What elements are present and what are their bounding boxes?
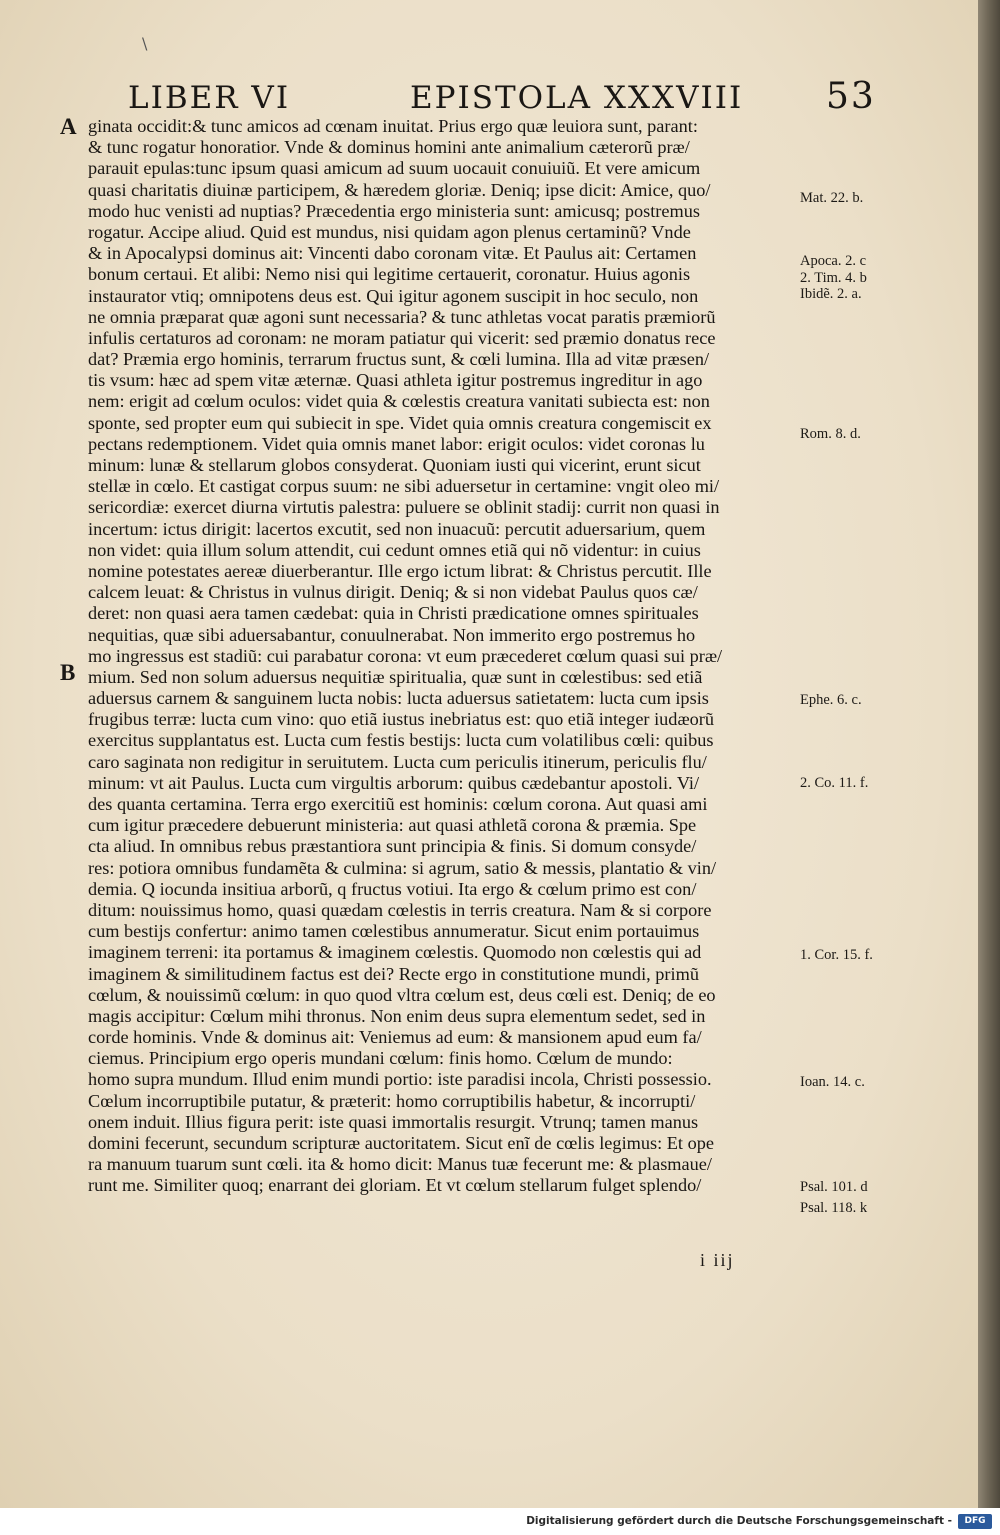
- marginal-note: Ioan. 14. c.: [800, 1074, 865, 1090]
- funding-credit: Digitalisierung gefördert durch die Deutsche Forschungsgemeinschaft -: [526, 1515, 952, 1527]
- text-line: cum bestijs confertur: animo tamen cœlestibus annumeratur. Sicut enim portauimus: [88, 921, 700, 942]
- text-line: ditum: nouissimus homo, quasi quædam cœlestis in terris creatura. Nam & si corpore: [88, 899, 712, 920]
- signature-mark: i iij: [700, 1250, 735, 1270]
- marginal-note: Mat. 22. b.: [800, 190, 864, 206]
- pencil-mark: \: [142, 34, 148, 53]
- text-line: ra manuum tuarum sunt cœli. ita & homo dicit: Manus tuæ fecerunt me: & plasmaue/: [88, 1154, 712, 1175]
- text-line: ciemus. Principium ergo operis mundani cœlum: finis homo. Cœlum de mundo:: [88, 1048, 673, 1069]
- text-line: caro saginata non redigitur in seruitutem. Lucta cum periculis itinerum, periculis flu/: [88, 751, 707, 772]
- text-line: bonum certaui. Et alibi: Nemo nisi qui legitime certauerit, coronatur. Huius agonis: [88, 264, 691, 285]
- text-line: instaurator vtiq; omnipotens deus est. Qui igitur agonem suscipit in hoc seculo, non: [88, 285, 699, 306]
- text-line: tis vsum: hæc ad spem vitæ æternæ. Quasi athleta igitur postremus ingreditur in ago: [88, 370, 703, 391]
- text-line: res: potiora omnibus fundamẽta & culmina: si agrum, satio & messis, plantatio & vin/: [88, 857, 717, 878]
- dfg-logo: DFG: [958, 1514, 992, 1529]
- text-line: aduersus carnem & sanguinem lucta nobis: lucta aduersus satietatem: lucta cum ipsis: [88, 688, 709, 709]
- marginal-note: Psal. 101. d: [800, 1179, 868, 1195]
- book-edge: [978, 0, 1000, 1508]
- marginal-note: Rom. 8. d.: [800, 426, 861, 442]
- text-line: onem induit. Illius figura perit: iste quasi immortalis resurgit. Vtrunq; tamen manus: [88, 1111, 699, 1132]
- text-line: magis accipitur: Cœlum mihi thronus. Non enim deus supra elementum sedet, sed in: [88, 1005, 706, 1026]
- text-line: minum: lunæ & stellarum globos consyderat. Quoniam iusti qui vicerint, erunt sicut: [88, 455, 701, 475]
- text-line: nomine potestates aereæ diuerberantur. Ille ergo ictum librat: & Christus percutit. Ille: [88, 560, 712, 581]
- text-line: rogatur. Accipe aliud. Quid est mundus, nisi quidam agon plenus certaminũ? Vnde: [88, 221, 691, 242]
- text-line: frugibus terræ: lucta cum vino: quo etiã iustus inebriatus est: quo etiã integer iudæorũ: [88, 709, 715, 730]
- marginal-note: 2. Tim. 4. b: [800, 270, 867, 286]
- running-head-book: LIBER VI: [128, 80, 291, 116]
- text-line: nem: erigit ad cœlum oculos: videt quia & cœlestis creatura vanitati subiecta est: non: [88, 391, 710, 412]
- text-line: minum: vt ait Paulus. Lucta cum virgultis arborum: quibus cædebantur apostoli. Vi/: [88, 772, 700, 793]
- marginal-note: Apoca. 2. c: [800, 253, 867, 269]
- text-line: des quanta certamina. Terra ergo exercitiũ est hominis: cœlum corona. Aut quasi ami: [88, 794, 708, 814]
- text-line: quasi charitatis diuinæ participem, & hæredem gloriæ. Deniq; ipse dicit: Amice, quo/: [88, 179, 711, 200]
- marginal-note: Ibidẽ. 2. a.: [800, 286, 862, 302]
- text-line: imaginem & similitudinem factus est dei? Recte ergo in constitutione mundi, primũ: [88, 963, 699, 984]
- text-line: ginata occidit:& tunc amicos ad cœnam inuitat. Prius ergo quæ leuiora sunt, parant:: [88, 116, 698, 136]
- marginal-note: Ephe. 6. c.: [800, 692, 862, 708]
- text-line: pectans redemptionem. Videt quia omnis manet labor: erigit oculos: videt coronas lu: [88, 433, 705, 454]
- text-line: dat? Præmia ergo hominis, terrarum fructus sunt, & cœli lumina. Illa ad vitæ præsen/: [88, 349, 710, 370]
- text-line: ne omnia præparat quæ agoni sunt necessaria? & tunc athletas vocat paratis præmiorũ: [88, 306, 716, 327]
- text-line: stellæ in cœlo. Et castigat corpus suum: ne sibi aduersetur in certamine: vngit oleo mi/: [88, 476, 720, 497]
- text-line: Cœlum incorruptibile putatur, & præterit: homo corruptibilis habetur, & incorrupti/: [88, 1090, 696, 1111]
- text-line: demia. Q iocunda insitiua arborũ, q fructus votiui. Ita ergo & cœlum primo est con/: [88, 878, 697, 899]
- running-head-epistle: EPISTOLA XXXVIII: [410, 80, 744, 116]
- text-line: mium. Sed non solum aduersus nequitiæ spiritualia, quæ sunt in cœlestibus: sed etiã: [88, 666, 703, 687]
- footer-bar: [0, 1508, 1000, 1535]
- section-marker-b: B: [60, 660, 76, 685]
- text-line: nequitias, quæ sibi aduersabantur, conuulnerabat. Non immerito ergo postremus ho: [88, 624, 696, 645]
- text-line: exercitus supplantatus est. Lucta cum festis bestijs: lucta cum volatilibus cœli: quibus: [88, 730, 714, 751]
- text-line: parauit epulas:tunc ipsum quasi amicum ad suum uocauit conuiuiũ. Et vere amicum: [88, 158, 701, 179]
- text-line: imaginem terreni: ita portamus & imaginem cœlestis. Quomodo non cœlestis qui ad: [88, 942, 702, 963]
- text-line: deret: non quasi aera tamen cædebat: quia in Christi prædicatione omnes spirituales: [88, 603, 699, 624]
- text-line: runt me. Similiter quoq; enarrant dei gloriam. Et vt cœlum stellarum fulget splendo/: [88, 1175, 702, 1196]
- text-line: modo huc venisti ad nuptias? Præcedentia ergo ministeria sunt: amicusq; postremus: [88, 200, 700, 221]
- text-line: corde hominis. Vnde & dominus ait: Veniemus ad eum: & mansionem apud eum fa/: [88, 1027, 702, 1048]
- page-number: 53: [826, 76, 876, 117]
- text-line: & in Apocalypsi dominus ait: Vincenti dabo coronam vitæ. Et Paulus ait: Certamen: [88, 243, 697, 264]
- body-text: [88, 116, 800, 1197]
- text-line: homo supra mundum. Illud enim mundi portio: iste paradisi incola, Christi possessio.: [88, 1069, 712, 1090]
- marginal-note: 1. Cor. 15. f.: [800, 947, 873, 963]
- text-line: cœlum, & nouissimũ cœlum: in quo quod vltra cœlum est, deus cœli est. Deniq; de eo: [88, 984, 716, 1005]
- marginal-note: 2. Co. 11. f.: [800, 775, 869, 791]
- text-line: sponte, sed propter eum qui subiecit in spe. Videt quia omnis creatura congemiscit ex: [88, 412, 712, 433]
- text-line: cum igitur præcedere debuerunt ministeria: aut quasi athletã corona & præmia. Spe: [88, 815, 697, 836]
- text-line: sericordiæ: exercet diurna virtutis palestra: puluere se oblinit stadij: currit non quasi in: [88, 497, 720, 518]
- text-line: incertum: ictus dirigit: lacertos excutit, sed non inuacuũ: percutit aduersarium, quem: [88, 518, 706, 539]
- text-line: domini fecerunt, secundum scripturæ auctoritatem. Sicut enĩ de cœlis legimus: Et ope: [88, 1133, 714, 1153]
- text-line: infulis certaturos ad coronam: ne moram patiatur qui vicerit: sed præmio donatus rece: [88, 327, 716, 348]
- marginal-note: Psal. 118. k: [800, 1200, 868, 1216]
- text-line: & tunc rogatur honoratior. Vnde & dominus homini ante animalium cæterorũ præ/: [88, 137, 690, 158]
- text-line: calcem leuat: & Christus in vulnus dirigit. Deniq; & si non videbat Paulus quos cæ/: [88, 582, 698, 603]
- section-marker-a: A: [60, 114, 77, 139]
- text-line: cta aliud. In omnibus rebus præstantiora sunt principia & finis. Si domum consyde/: [88, 836, 697, 857]
- text-line: non videt: quia illum solum attendit, cui cedunt omnes etiã qui nõ videntur: in cuius: [88, 539, 701, 560]
- text-line: mo ingressus est stadiũ: cui parabatur corona: vt eum præcederet cœlum quasi sui præ/: [88, 645, 723, 666]
